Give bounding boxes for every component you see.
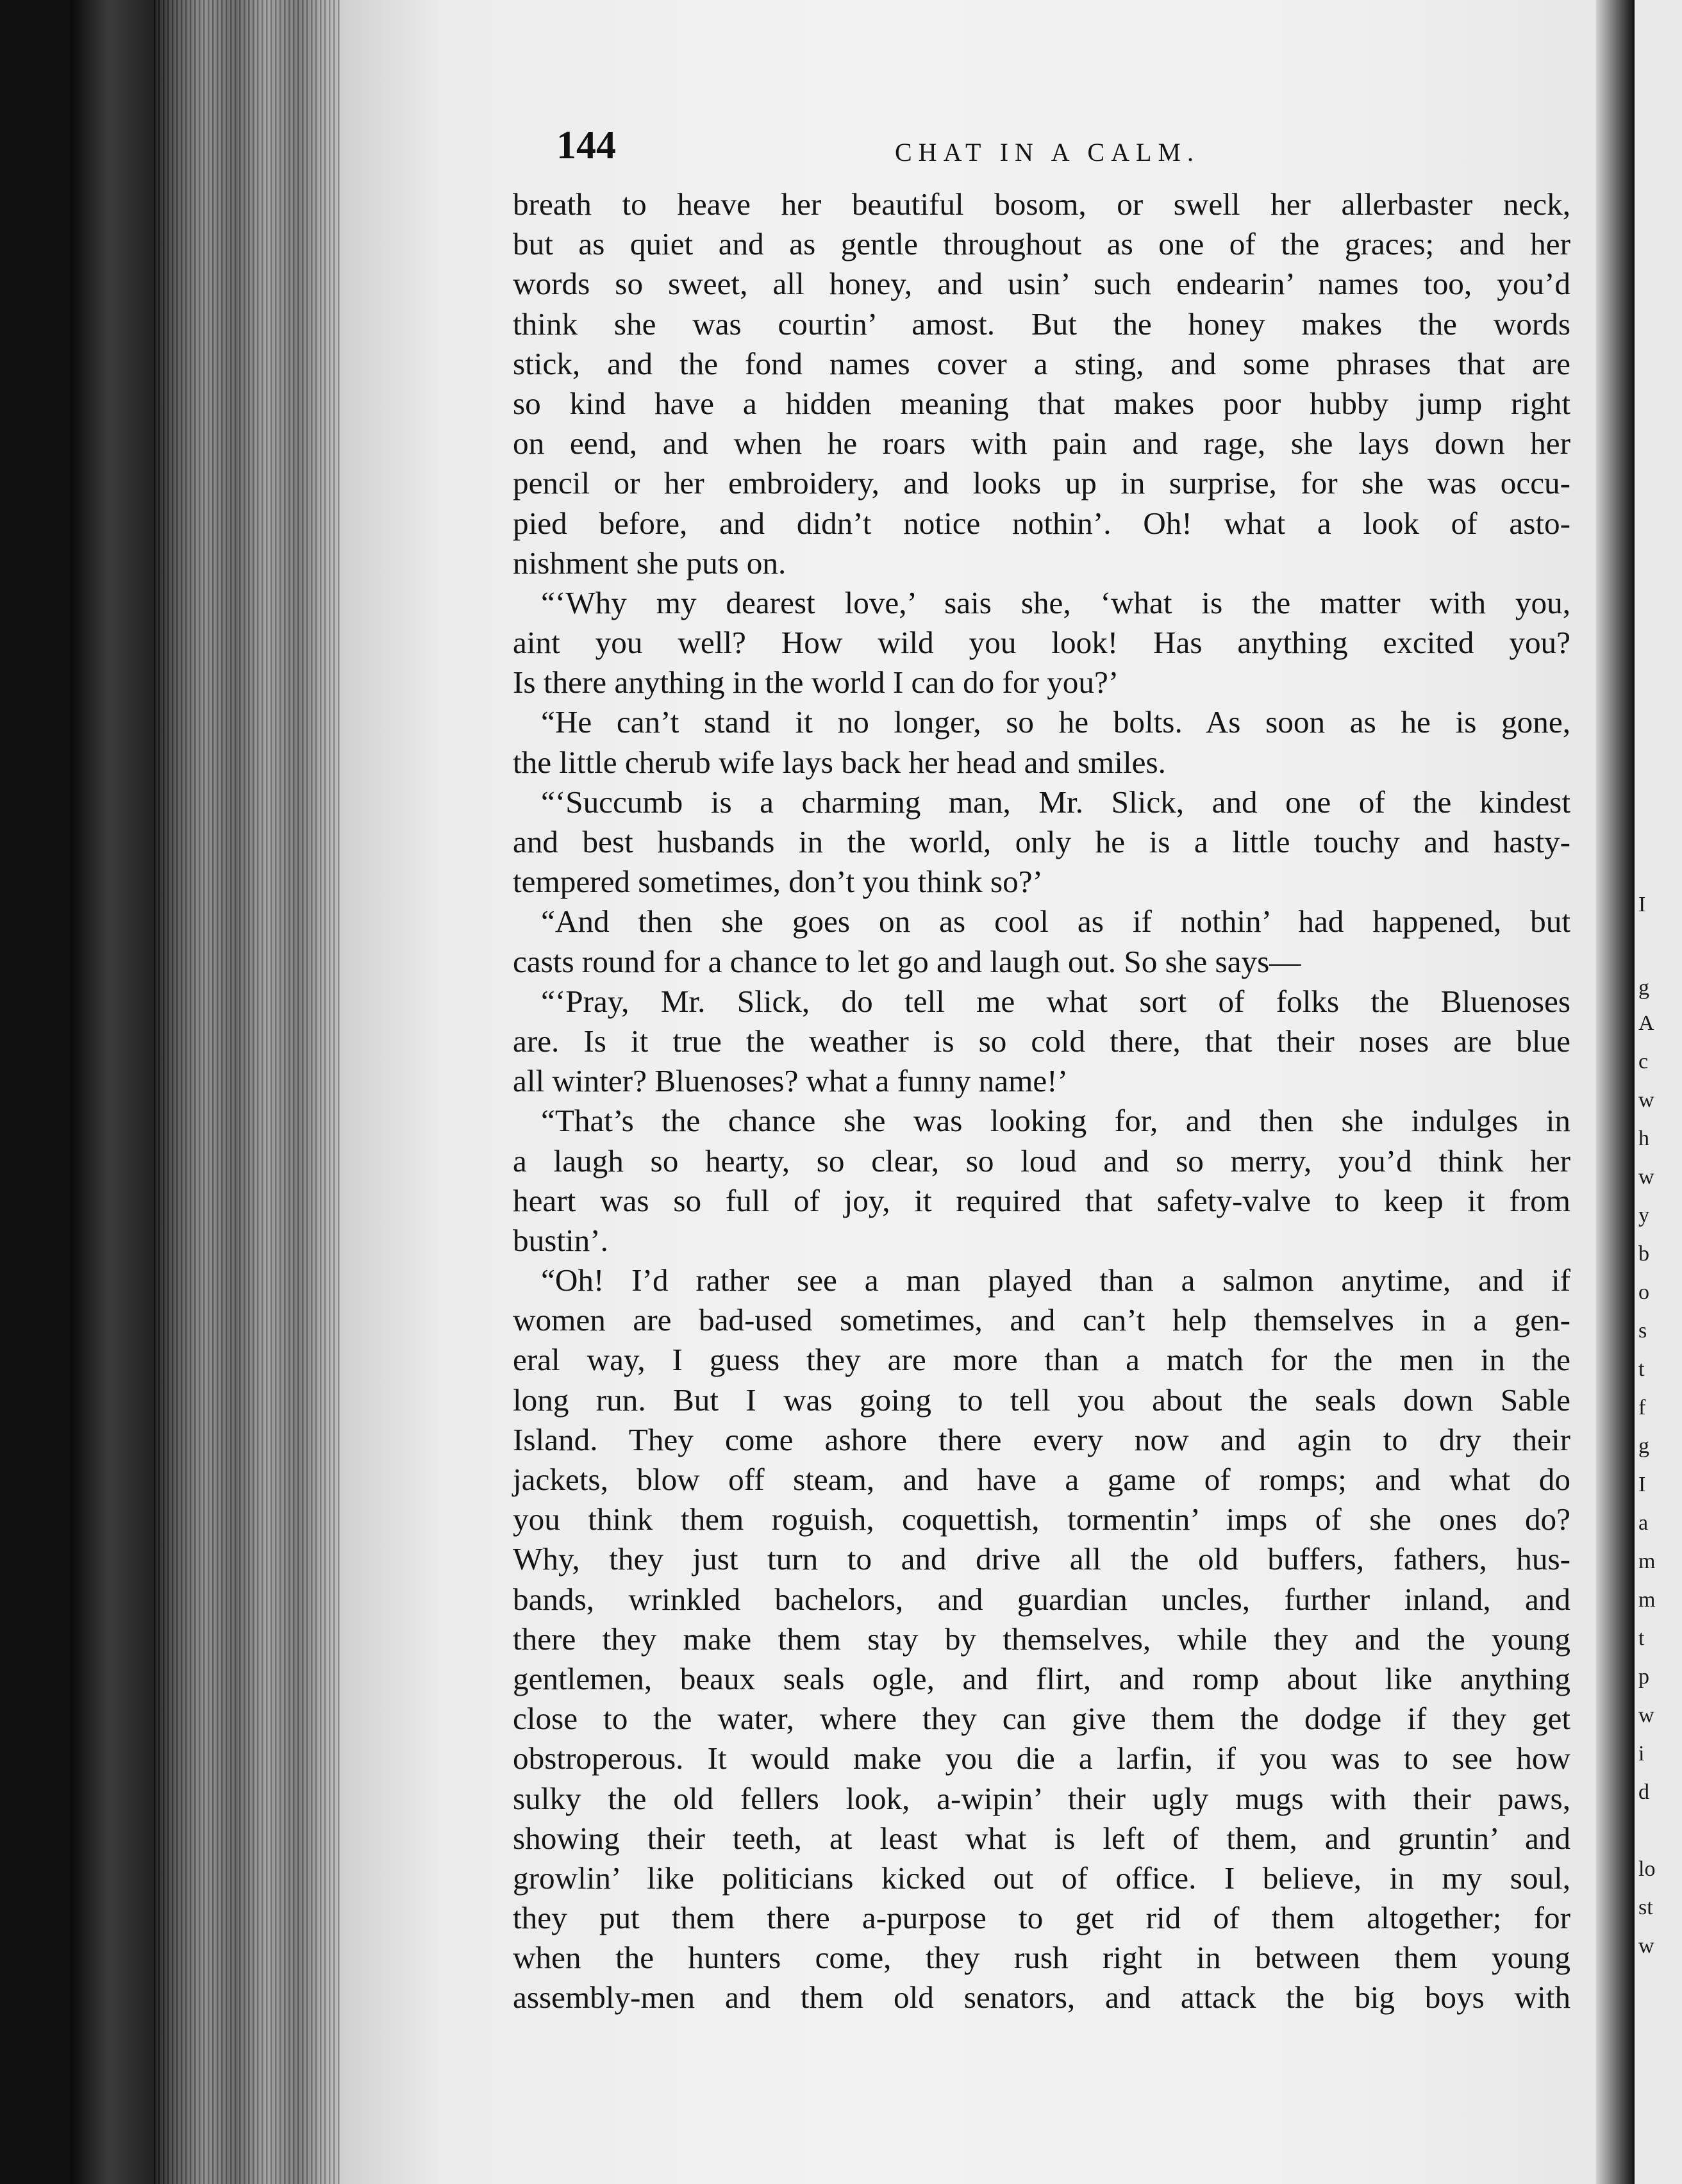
facing-page-letter: o	[1638, 1280, 1649, 1304]
text-line: Why, they just turn to and drive all the old buffers, fathers, hus-	[513, 1541, 1570, 1577]
text-line: women are bad-used sometimes, and can’t help themselves in a gen-	[513, 1302, 1570, 1338]
text-line: “‘Why my dearest love,’ sais she, ‘what is the matter with you,	[541, 584, 1570, 620]
text-line: but as quiet and as gentle throughout as one of the graces; and her	[513, 226, 1570, 262]
text-line: nishment she puts on.	[513, 545, 787, 581]
facing-page-letter: I	[1638, 1473, 1646, 1496]
facing-page-letter: h	[1638, 1127, 1649, 1150]
text-line: on eend, and when he roars with pain and rage, she lays down her	[513, 426, 1570, 461]
facing-page-letter: lo	[1638, 1857, 1656, 1881]
facing-page-letter: f	[1638, 1396, 1646, 1419]
facing-page-letter: I	[1638, 893, 1646, 916]
facing-page-letter: w	[1638, 1703, 1654, 1727]
text-line: so kind have a hidden meaning that makes poor hubby jump right	[513, 385, 1570, 421]
text-line: “That’s the chance she was looking for, and then she indulges in	[541, 1103, 1570, 1139]
text-line: “‘Pray, Mr. Slick, do tell me what sort of folks the Bluenoses	[541, 983, 1570, 1019]
text-line: pencil or her embroidery, and looks up in surprise, for she was occu-	[513, 465, 1570, 501]
text-line: there they make them stay by themselves, while they and the young	[513, 1621, 1570, 1657]
facing-page-letter: st	[1638, 1896, 1653, 1919]
text-line: “Oh! I’d rather see a man played than a salmon anytime, and if	[541, 1262, 1570, 1298]
text-line: growlin’ like politicians kicked out of office. I believe, in my soul,	[513, 1860, 1570, 1896]
text-line: sulky the old fellers look, a-wipin’ their ugly mugs with their paws,	[513, 1780, 1570, 1816]
text-line: bustin’.	[513, 1222, 608, 1258]
text-line: breath to heave her beautiful bosom, or swell her allerbaster neck,	[513, 186, 1570, 222]
facing-page-letter: y	[1638, 1204, 1649, 1227]
facing-page-fragment	[1635, 0, 1682, 2184]
facing-page-letter: m	[1638, 1550, 1656, 1573]
text-line: Is there anything in the world I can do for you?’	[513, 665, 1119, 700]
facing-page-letter: w	[1638, 1934, 1654, 1958]
text-line: are. Is it true the weather is so cold there, that their noses are blue	[513, 1023, 1570, 1059]
text-line: the little cherub wife lays back her head and smiles.	[513, 744, 1166, 780]
facing-page-letter: w	[1638, 1088, 1654, 1112]
text-line: and best husbands in the world, only he is a little touchy and hasty-	[513, 824, 1570, 859]
text-line: Island. They come ashore there every now and agin to dry their	[513, 1421, 1570, 1457]
text-line: jackets, blow off steam, and have a game of romps; and what do	[513, 1462, 1570, 1497]
text-line: stick, and the fond names cover a sting, and some phrases that are	[513, 345, 1570, 381]
facing-page-letter: t	[1638, 1626, 1645, 1650]
text-line: casts round for a chance to let go and laugh out. So she says—	[513, 943, 1301, 979]
text-line: tempered sometimes, don’t you think so?’	[513, 864, 1043, 900]
text-line: obstroperous. It would make you die a larfin, if you was to see how	[513, 1741, 1570, 1776]
page-block-edges	[154, 0, 359, 2184]
text-line: heart was so full of joy, it required that safety-valve to keep it from	[513, 1182, 1570, 1218]
facing-page-letter: b	[1638, 1242, 1649, 1266]
text-line: “And then she goes on as cool as if nothin’ had happened, but	[541, 904, 1570, 939]
text-line: bands, wrinkled bachelors, and guardian uncles, further inland, and	[513, 1581, 1570, 1617]
text-line: all winter? Bluenoses? what a funny name!’	[513, 1063, 1068, 1099]
facing-page-letter: g	[1638, 1434, 1649, 1458]
page-number: 144	[556, 124, 616, 167]
text-line: eral way, I guess they are more than a match for the men in the	[513, 1342, 1570, 1378]
facing-page-letter: w	[1638, 1165, 1654, 1189]
facing-page-letter: d	[1638, 1780, 1649, 1804]
facing-page-letter: s	[1638, 1319, 1647, 1343]
page-header	[556, 123, 1544, 174]
facing-page-letter: t	[1638, 1357, 1645, 1381]
running-head: CHAT IN A CALM.	[895, 138, 1200, 167]
facing-page-letter: a	[1638, 1511, 1649, 1535]
facing-page-letter: p	[1638, 1665, 1649, 1689]
body-text	[513, 185, 1570, 2018]
text-line: aint you well? How wild you look! Has anything excited you?	[513, 625, 1570, 661]
text-line: showing their teeth, at least what is left of them, and gruntin’ and	[513, 1820, 1570, 1856]
facing-page-letter: i	[1638, 1742, 1645, 1766]
text-line: assembly-men and them old senators, and attack the big boys with	[513, 1980, 1570, 2015]
facing-page-letter: c	[1638, 1050, 1649, 1073]
text-line: “He can’t stand it no longer, so he bolts. As soon as he is gone,	[541, 704, 1570, 740]
facing-page-letter: A	[1638, 1011, 1654, 1035]
text-line: “‘Succumb is a charming man, Mr. Slick, and one of the kindest	[541, 784, 1570, 820]
text-line: think she was courtin’ amost. But the honey makes the words	[513, 306, 1570, 342]
text-line: pied before, and didn’t notice nothin’. Oh! what a look of asto-	[513, 505, 1570, 541]
text-line: close to the water, where they can give them the dodge if they get	[513, 1701, 1570, 1737]
text-line: you think them roguish, coquettish, tormentin’ imps of she ones do?	[513, 1502, 1570, 1537]
facing-page-letter: g	[1638, 976, 1649, 1000]
text-line: when the hunters come, they rush right in between them young	[513, 1940, 1570, 1976]
text-line: long run. But I was going to tell you about the seals down Sable	[513, 1382, 1570, 1418]
text-line: words so sweet, all honey, and usin’ such endearin’ names too, you’d	[513, 266, 1570, 302]
text-line: a laugh so hearty, so clear, so loud and so merry, you’d think her	[513, 1143, 1570, 1179]
text-line: they put them there a-purpose to get rid of them altogether; for	[513, 1900, 1570, 1936]
book-edge-shadow	[71, 0, 167, 2184]
facing-page-letter: m	[1638, 1588, 1656, 1612]
text-line: gentlemen, beaux seals ogle, and flirt, and romp about like anything	[513, 1660, 1570, 1696]
gutter-shadow	[1596, 0, 1635, 2184]
